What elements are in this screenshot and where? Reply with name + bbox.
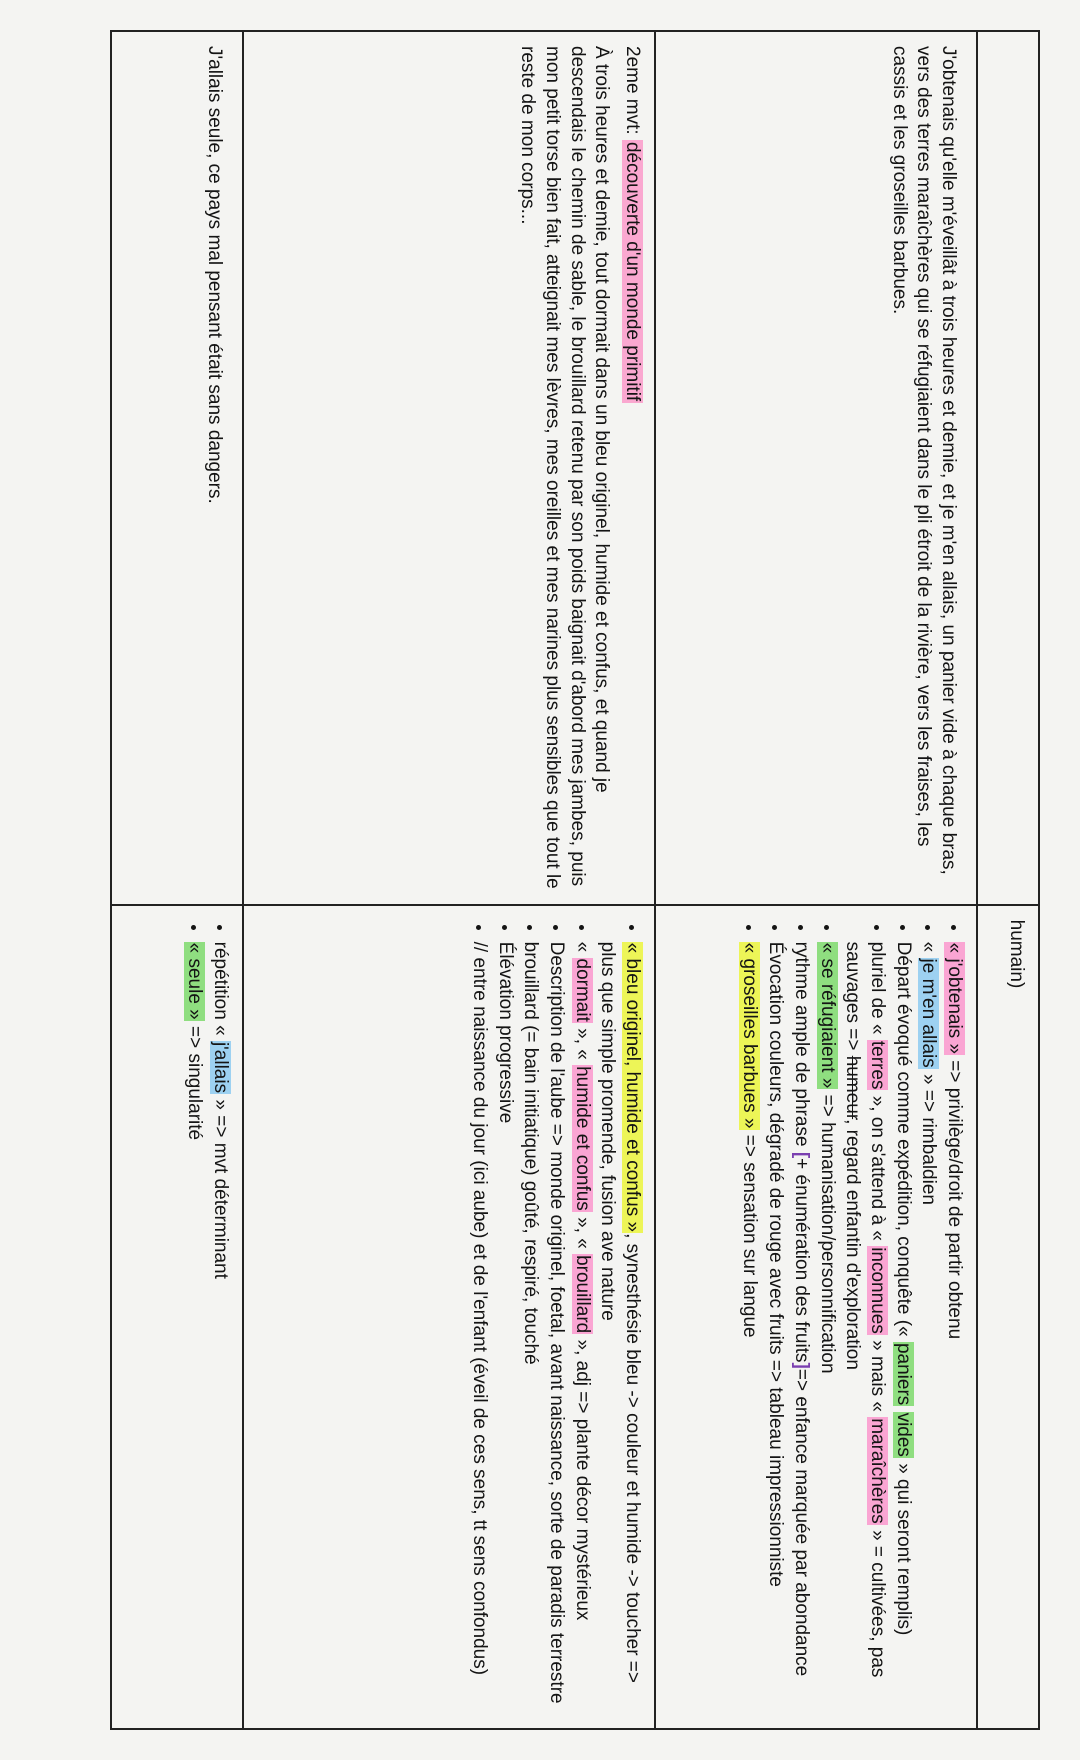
list-item (890, 942, 915, 1714)
list-item-text: => enfance marquée par abondance (790, 1368, 812, 1677)
list-item-text: Description de l'aube => monde originel, foetal, avant naissance, sorte de paradis terrestre (545, 941, 567, 1704)
list-item-text: », « (571, 1211, 593, 1255)
list-item (518, 942, 543, 1714)
list-item (492, 942, 517, 1714)
highlight-green: « seule » (184, 942, 206, 1020)
list-item-text: », adj => plante décor mystérieux (571, 1334, 593, 1621)
list-item-text: » qui seront remplis) (892, 1457, 914, 1636)
movement-heading (619, 46, 644, 890)
highlight-yellow: « groseilles barbues » (739, 942, 761, 1129)
list-item-text: », « (571, 1022, 593, 1066)
list-item-text: // entre naissance du jour (ici aube) et de l'enfant (éveil de ces sens, tt sens confondus) (468, 941, 490, 1676)
list-item-text: , synesthésie bleu -> couleur et humide -> toucher => plus que simple promende, fusion ave nature (597, 941, 643, 1683)
text-cell (655, 31, 977, 905)
highlight-green: paniers (892, 1342, 914, 1406)
list-item (207, 942, 232, 1714)
list-item-text: Départ évoqué comme expédition, conquête (« (892, 941, 914, 1342)
list-item-text: » mais « (866, 1334, 888, 1418)
highlight-pink: brouillard (571, 1255, 593, 1334)
list-item (941, 942, 966, 1714)
list-item-text: => privilège/droit de partir obtenu (944, 1055, 965, 1340)
quoted-passage: À trois heures et demie, tout dormait dans un bleu originel, humide et confus, et quand je descendais le chemin de sable, le brouillard retenu par son poids baignait d'abord mes jambes, puis mon petit torse bien fait, atteignait mes lèvres, mes oreilles et mes narines plus sensibles que tout le reste de mon corps... (517, 46, 613, 889)
struck-word: humeur (842, 1055, 864, 1120)
bracket-mark: ] (790, 1362, 812, 1369)
analysis-cell (655, 905, 977, 1729)
list-item-text: », on s'attend à « (866, 1090, 888, 1247)
movement-title: découverte d'un monde primitif (622, 141, 643, 402)
list-item (840, 942, 889, 1714)
list-item-text: « (918, 941, 940, 958)
list-item-text: pluriel de « (866, 941, 888, 1040)
list-item (814, 942, 839, 1714)
list-item (763, 942, 788, 1714)
list-item-text: Évocation couleurs, dégradé de rouge avec fruits => tableau impressionniste (765, 941, 787, 1587)
highlight-pink: « j'obtenais » (944, 942, 965, 1055)
analysis-cell (243, 905, 655, 1729)
list-item-text: » => mvt déterminant (210, 1094, 231, 1279)
bracket-mark: [ (790, 1151, 812, 1159)
list-item-text: => singularité (184, 1020, 206, 1141)
list-item-text: répétition « (210, 941, 231, 1041)
quoted-passage: J'allais seule, ce pays mal pensant était sans dangers. (204, 46, 225, 504)
highlight-pink: maraîchères (866, 1418, 888, 1524)
analysis-cell (111, 905, 243, 1729)
list-item (543, 942, 568, 1714)
list-item-text: + énumération des fruits (790, 1158, 812, 1363)
list-item (466, 942, 491, 1714)
highlight-pink: humide et confus (571, 1066, 593, 1211)
analysis-list (466, 920, 644, 1714)
text-cell (243, 31, 655, 905)
notes-table (110, 30, 1040, 1730)
text-cell (111, 31, 243, 905)
table-row (977, 31, 1039, 1729)
list-item-text: Élévation progressive (494, 941, 516, 1124)
movement-label: 2eme mvt: (622, 46, 643, 140)
text-cell (977, 31, 1039, 905)
analysis-list (737, 920, 966, 1714)
list-item-text: brouillard (= bain initiatique) goûté, respiré, touché (520, 941, 542, 1365)
table-row (655, 31, 977, 1729)
list-item (788, 942, 813, 1714)
highlight-pink: terres (866, 1040, 888, 1090)
analysis-cell (977, 905, 1039, 1729)
table-row (111, 31, 243, 1729)
list-item (182, 942, 207, 1714)
list-item-text: => sensation sur langue (739, 1129, 761, 1338)
list-item (595, 942, 644, 1714)
list-item-text: » => rimbaldien (918, 1068, 940, 1205)
cell-continuation-text: humain) (1006, 919, 1027, 989)
highlight-blue: j'allais (210, 1041, 231, 1094)
list-item (916, 942, 941, 1714)
analysis-list (182, 920, 232, 1714)
highlight-pink: dormait (571, 958, 593, 1022)
list-item (569, 942, 594, 1714)
list-item-text: rythme ample de phrase (790, 941, 812, 1152)
highlight-green: « se réfugiaient » (816, 942, 838, 1089)
highlight-green: vides (892, 1412, 914, 1457)
table-row (243, 31, 655, 1729)
list-item-text: , regard enfantin d'exploration (842, 1119, 864, 1370)
list-item-text: « (571, 941, 593, 958)
list-item (737, 942, 762, 1714)
highlight-pink: inconnues (866, 1247, 888, 1334)
list-item-text: => humanisation/personnification (816, 1089, 838, 1374)
highlight-blue: je m'en allais (918, 958, 940, 1068)
list-item-text: » = cultivées, pas sauvages => (842, 941, 888, 1678)
list-item-text (893, 1406, 914, 1411)
quoted-passage: J'obtenais qu'elle m'éveillât à trois heures et demie, et je m'en allais, un panier vide à chaque bras, vers des terres maraîchères qui se réfugiaient dans le pli étroit de la rivière, vers les fraises, les cassis et les groseilles barbues. (888, 46, 959, 875)
highlight-yellow: « bleu originel, humide et confus » (622, 942, 643, 1233)
